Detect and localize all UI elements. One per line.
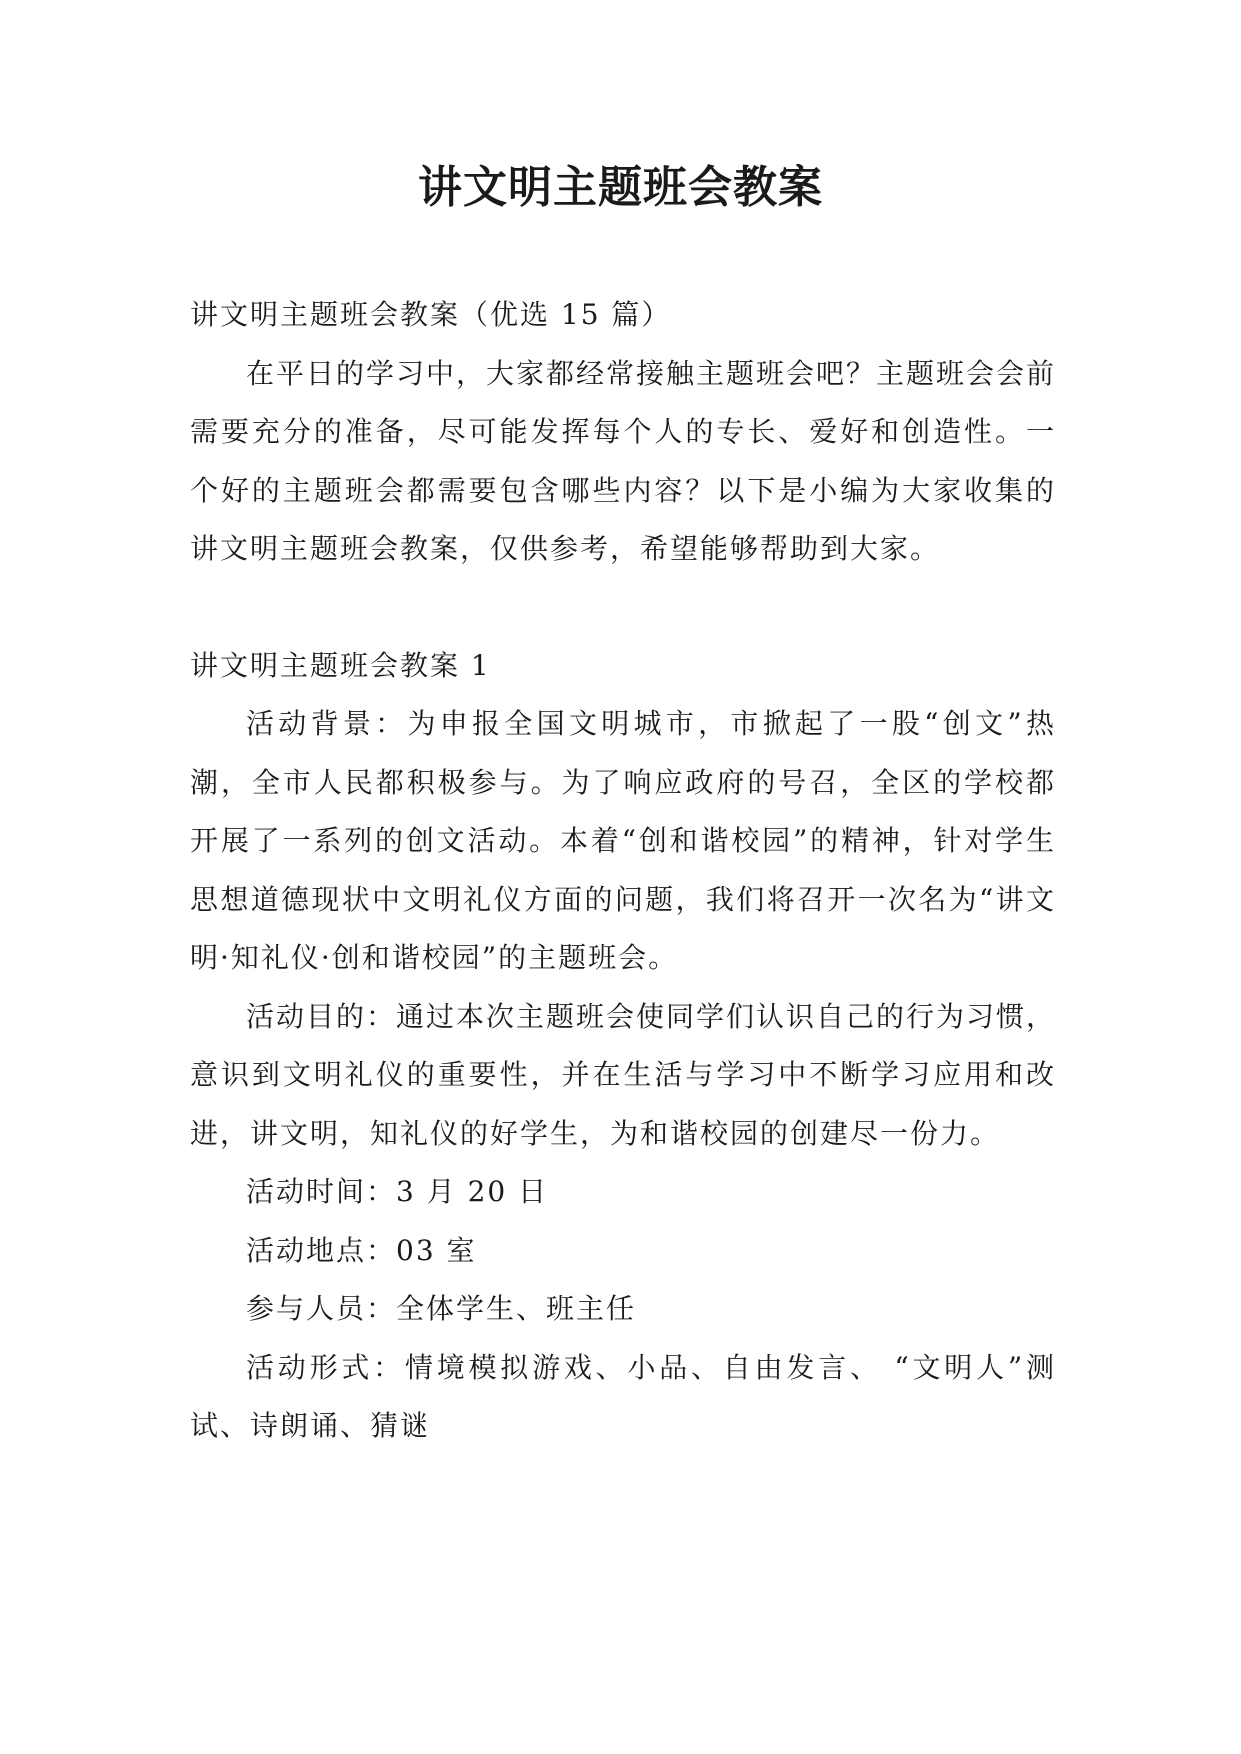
activity-background-paragraph: 活动背景：为申报全国文明城市，市掀起了一股“创文”热潮，全市人民都积极参与。为了响应政府的号召，全区的学校都开展了一系列的创文活动。本着“创和谐校园”的精神，针对学生思想道德现状中文明礼仪方面的问题，我们将召开一次名为“讲文明·知礼仪·创和谐校园”的主题班会。 bbox=[190, 707, 1056, 974]
participants-line: 参与人员：全体学生、班主任 bbox=[246, 1292, 637, 1325]
section-heading: 讲文明主题班会教案 1 bbox=[190, 648, 491, 682]
document-subtitle: 讲文明主题班会教案（优选 15 篇） bbox=[190, 298, 672, 331]
activity-location-line: 活动地点：03 室 bbox=[246, 1233, 477, 1267]
document-title: 讲文明主题班会教案 bbox=[418, 162, 823, 213]
activity-purpose-paragraph: 活动目的：通过本次主题班会使同学们认识自己的行为习惯，意识到文明礼仪的重要性，并在生活与学习中不断学习应用和改进，讲文明，知礼仪的好学生，为和谐校园的创建尽一份力。 bbox=[190, 999, 1057, 1150]
document-body bbox=[190, 286, 1056, 1456]
intro-paragraph: 在平日的学习中，大家都经常接触主题班会吧？主题班会会前需要充分的准备，尽可能发挥每个人的专长、爱好和创造性。一个好的主题班会都需要包含哪些内容？以下是小编为大家收集的讲文明主题班会教案，仅供参考，希望能够帮助到大家。 bbox=[190, 356, 1057, 565]
activity-format-paragraph: 活动形式：情境模拟游戏、小品、自由发言、 “文明人”测试、诗朗诵、猜谜 bbox=[190, 1350, 1056, 1442]
section-spacer bbox=[190, 579, 1056, 637]
activity-time-line: 活动时间：3 月 20 日 bbox=[246, 1175, 549, 1208]
